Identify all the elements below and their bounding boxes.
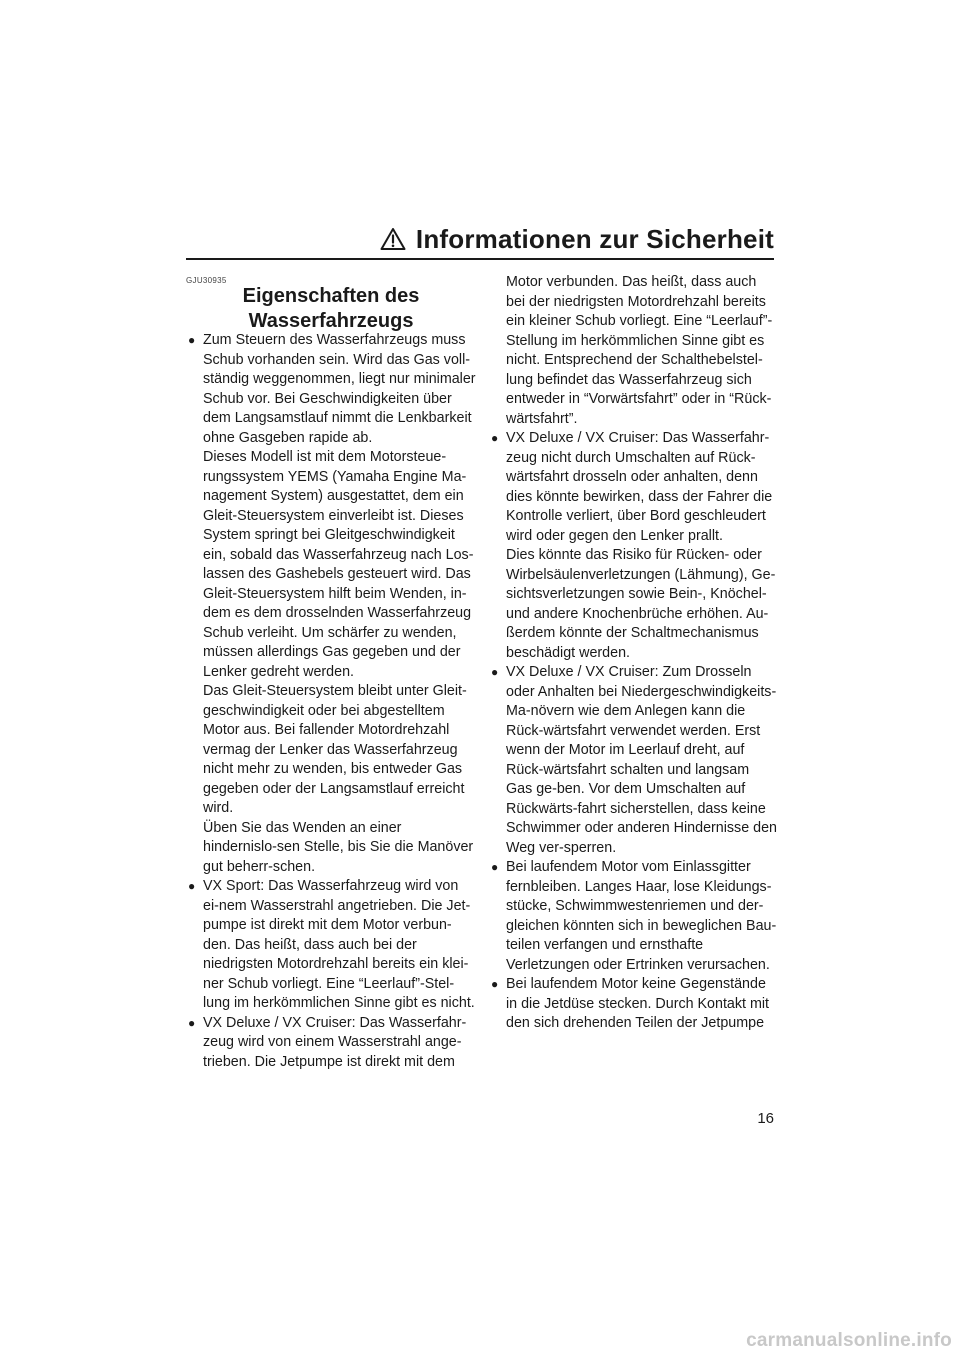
left-column <box>186 331 476 1072</box>
bullet-icon: ● <box>491 860 499 874</box>
paragraph: VX Sport: Das Wasserfahrzeug wird von ei-nem Wasserstrahl angetrieben. Die Jet-pumpe ist direkt mit dem Motor verbun-den. Das heißt, dass auch bei der niedrigsten Motordrehzahl bereits ein klei-ner Schub vorliegt. Eine “Leerlauf”-Stel-lung im herkömmlichen Sinne gibt es nicht. <box>203 878 475 1011</box>
list-item <box>186 877 476 1014</box>
paragraph: VX Deluxe / VX Cruiser: Das Wasserfahr-zeug nicht durch Umschalten auf Rück-wärtsfahrt drosseln oder anhalten, denn dies könnte bewirken, dass der Fahrer die Kontrolle verliert, über Bord geschleudert wird oder gegen den Lenker prallt. <box>506 430 773 544</box>
watermark-text: carmanualsonline.info <box>746 1330 952 1351</box>
paragraph: Üben Sie das Wenden an einer hindernislo-sen Stelle, bis Sie die Manöver gut beherr-schen. <box>203 819 474 875</box>
list-item <box>186 331 476 877</box>
bullet-icon: ● <box>188 1015 196 1030</box>
paragraph: Bei laufendem Motor keine Gegenstände in die Jetdüse stecken. Durch Kontakt mit den sich drehenden Teilen der Jetpumpe <box>506 976 770 1031</box>
warning-triangle-icon <box>380 227 406 251</box>
list-item <box>489 429 779 663</box>
list-item <box>489 663 779 858</box>
page-title: Informationen zur Sicherheit <box>415 224 774 254</box>
paragraph: Dies könnte das Risiko für Rücken- oder Wirbelsäulenverletzungen (Lähmung), Ge-sichtsverletzungen sowie Bein-, Knöchel- und andere Knochenbrüche erhöhen. Au-ßerdem könnte der Schaltmechanismus beschädigt werden. <box>506 547 776 661</box>
paragraph: Das Gleit-Steuersystem bleibt unter Gleit-geschwindigkeit oder bei abgestelltem Motor aus. Bei fallender Motordrehzahl vermag der Lenker das Wasserfahrzeug nicht mehr zu wenden, bis entweder Gas gegeben oder der Langsamstlauf erreicht wird. <box>203 683 467 816</box>
bullet-icon: ● <box>491 665 499 679</box>
section-heading-line-1: Eigenschaften des <box>242 285 420 307</box>
section-heading-line-2: Wasserfahrzeugs <box>248 310 414 332</box>
paragraph: VX Deluxe / VX Cruiser: Das Wasserfahr-zeug wird von einem Wasserstrahl ange-trieben. Die Jetpumpe ist direkt mit dem <box>203 1014 467 1070</box>
paragraph: Motor verbunden. Das heißt, dass auch bei der niedrigsten Motordrehzahl bereits ein kleiner Schub vorliegt. Eine “Leerlauf”-Stellung im herkömmlichen Sinne gibt es nicht. Entsprechend der Schalthebelstel-lung befindet das Wasserfahrzeug sich entweder in “Vorwärtsfahrt” oder in “Rück-wärtsfahrt”. <box>506 274 773 427</box>
list-item <box>489 858 779 975</box>
header-divider <box>186 258 774 260</box>
paragraph: Dieses Modell ist mit dem Motorsteue-rungssystem YEMS (Yamaha Engine Ma-nagement System) ausgestattet, dem ein Gleit-Steuersystem einverleibt ist. Dieses System springt bei Gleitgeschwindigkeit ein, sobald das Wasserfahrzeug nach Los-lassen des Gashebels gesteuert wird. Das Gleit-Steuersystem hilft beim Wenden, in-dem es dem drosselnden Wasserfahrzeug Schub verleiht. Um schärfer zu wenden, müssen allerdings Gas gegeben und der Lenker gedreht werden. <box>203 449 474 680</box>
header-title-group <box>380 224 774 254</box>
list-item-continuation <box>489 273 779 429</box>
section-code: GJU30935 <box>186 276 227 285</box>
section-heading <box>186 284 476 334</box>
page-number: 16 <box>757 1110 774 1127</box>
bullet-icon: ● <box>188 879 196 893</box>
bullet-icon: ● <box>491 977 499 991</box>
page-header <box>186 224 774 258</box>
paragraph: Bei laufendem Motor vom Einlassgitter fernbleiben. Langes Haar, lose Kleidungs-stücke, Schwimmwestenriemen und der-gleichen könnten sich in beweglichen Bau-teilen verfangen und ernsthafte Verletzungen oder Ertrinken verursachen. <box>506 859 777 973</box>
right-column <box>489 273 779 1034</box>
paragraph: VX Deluxe / VX Cruiser: Zum Drosseln oder Anhalten bei Niedergeschwindigkeits-Ma-növern wie dem Anlegen kann die Rück-wärtsfahrt verwendet werden. Erst wenn der Motor im Leerlauf dreht, auf Rück-wärtsfahrt schalten und langsam Gas ge-ben. Vor dem Umschalten auf Rückwärts-fahrt sicherstellen, dass keine Schwimmer oder anderen Hindernisse den Weg ver-sperren. <box>506 664 777 856</box>
bullet-icon: ● <box>188 333 196 347</box>
paragraph: Zum Steuern des Wasserfahrzeugs muss Schub vorhanden sein. Wird das Gas voll-ständig weggenommen, liegt nur minimaler Schub vor. Bei Geschwindigkeiten über dem Langsamstlauf nimmt die Lenkbarkeit ohne Gasgeben rapide ab. <box>203 332 476 446</box>
list-item <box>489 975 779 1034</box>
list-item <box>186 1014 476 1073</box>
bullet-icon: ● <box>491 431 499 445</box>
